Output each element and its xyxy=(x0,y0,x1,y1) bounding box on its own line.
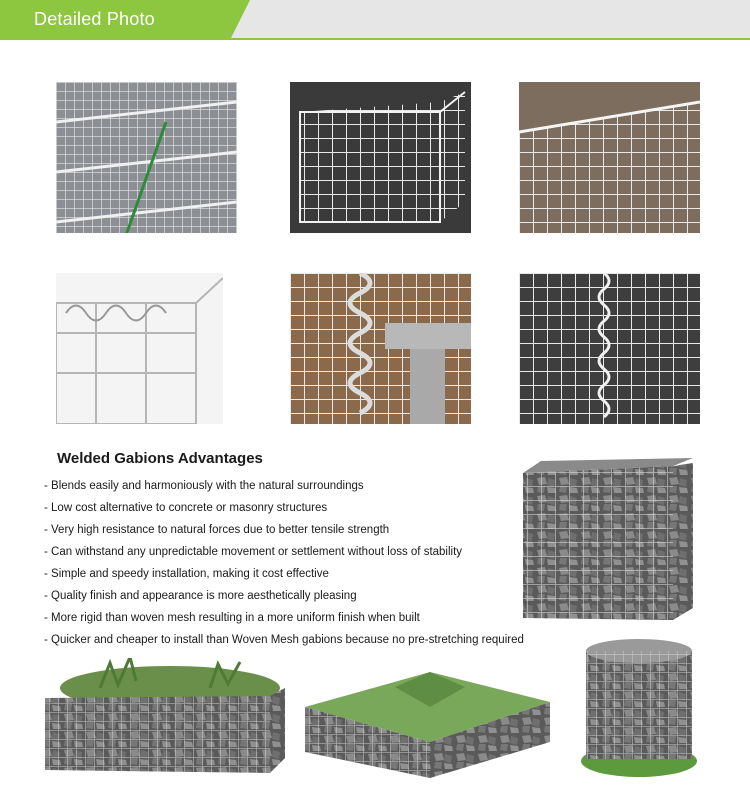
stone-gabion-wall-photo xyxy=(513,458,700,625)
spiral-caliper-photo xyxy=(290,273,471,424)
advantage-item: - Quicker and cheaper to install than Woven Mesh gabions because no pre-stretching required xyxy=(44,634,524,646)
advantages-title: Welded Gabions Advantages xyxy=(57,450,263,467)
round-gabion-photo xyxy=(578,636,700,780)
gabion-box-photo xyxy=(290,82,471,233)
advantage-item: - Simple and speedy installation, making it cost effective xyxy=(44,568,329,580)
gabion-wall-spiral-photo xyxy=(519,273,700,424)
gabion-corner-spiral-photo xyxy=(56,273,223,424)
gabion-panels-photo xyxy=(56,82,237,233)
section-title: Detailed Photo xyxy=(34,9,155,29)
advantage-item: - Quality finish and appearance is more aesthetically pleasing xyxy=(44,590,357,602)
advantages-list xyxy=(44,478,524,654)
gabion-garden-bed-photo xyxy=(300,662,555,778)
advantage-item: - Very high resistance to natural forces due to better tensile strength xyxy=(44,524,390,536)
section-header xyxy=(0,0,750,40)
advantage-item: - Blends easily and harmoniously with the natural surroundings xyxy=(44,480,364,492)
gabion-long-box-photo xyxy=(519,82,700,233)
advantage-item: - Can withstand any unpredictable movement or settlement without loss of stability xyxy=(44,546,463,558)
gabion-planter-photo xyxy=(40,658,290,778)
header-underline xyxy=(0,38,750,40)
advantage-item: - More rigid than woven mesh resulting in a more uniform finish when built xyxy=(44,612,420,624)
advantage-item: - Low cost alternative to concrete or masonry structures xyxy=(44,502,328,514)
